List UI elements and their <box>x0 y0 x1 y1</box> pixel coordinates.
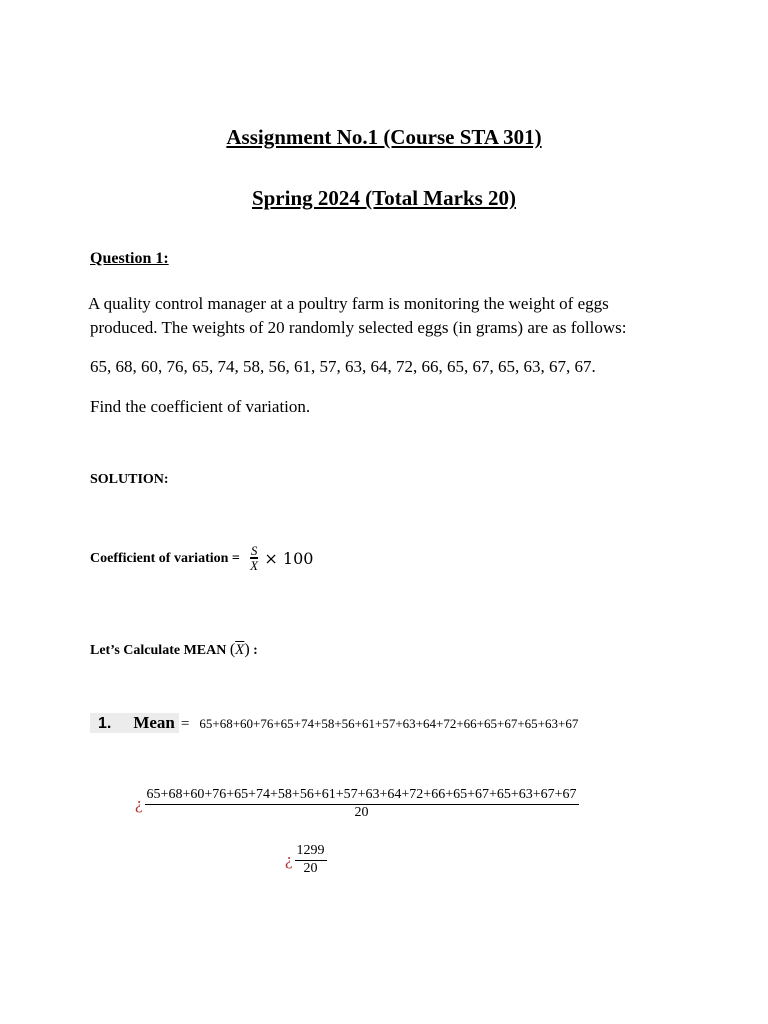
frac1-denominator: 20 <box>354 805 369 820</box>
frac2-denominator: 20 <box>303 861 318 876</box>
question-line-1: A quality control manager at a poultry farm is monitoring the weight of eggs <box>88 294 609 313</box>
question-data: 65, 68, 60, 76, 65, 74, 58, 56, 61, 57, 63, 64, 72, 66, 65, 67, 65, 63, 67, 67. <box>90 357 596 376</box>
frac2-prefix: ¿ <box>285 850 293 869</box>
cv-formula <box>90 544 313 573</box>
mean-calc-label: Let’s Calculate MEAN $(\overline{X})$ : <box>90 641 258 658</box>
mean-fraction-1 <box>135 787 579 821</box>
step-word: Mean <box>133 713 175 732</box>
step-sum: 65+68+60+76+65+74+58+56+61+57+63+64+72+66+65+67+65+63+67 <box>199 716 579 731</box>
assignment-title: Assignment No.1 (Course STA 301) <box>226 125 542 149</box>
cv-times: × 100 <box>264 549 314 568</box>
mean-step-box <box>90 713 179 733</box>
mean-calc-suffix: : <box>253 643 258 658</box>
cv-denominator: X <box>250 558 259 573</box>
assignment-subtitle: Spring 2024 (Total Marks 20) <box>251 186 517 210</box>
mean-calc-prefix: Let’s Calculate MEAN <box>90 643 227 658</box>
cv-numerator: S <box>250 543 258 558</box>
mean-step-row <box>90 713 578 733</box>
solution-heading: SOLUTION: <box>90 472 169 487</box>
question-line-2: produced. The weights of 20 randomly selected eggs (in grams) are as follows: <box>90 318 627 337</box>
cv-fraction <box>250 544 259 573</box>
step-equals: = <box>180 716 190 732</box>
step-number: 1. <box>98 715 112 732</box>
frac1-numerator: 65+68+60+76+65+74+58+56+61+57+63+64+72+66+65+67+65+63+67+67 <box>145 787 579 805</box>
mean-fraction-2 <box>285 843 327 877</box>
frac1-prefix: ¿ <box>135 794 143 813</box>
mean-symbol: $\overline{X}$ <box>235 642 245 658</box>
question-heading: Question 1: <box>90 250 169 267</box>
cv-label: Coefficient of variation = <box>90 550 240 566</box>
frac2-numerator: 1299 <box>295 843 327 861</box>
question-task: Find the coefficient of variation. <box>90 397 311 416</box>
